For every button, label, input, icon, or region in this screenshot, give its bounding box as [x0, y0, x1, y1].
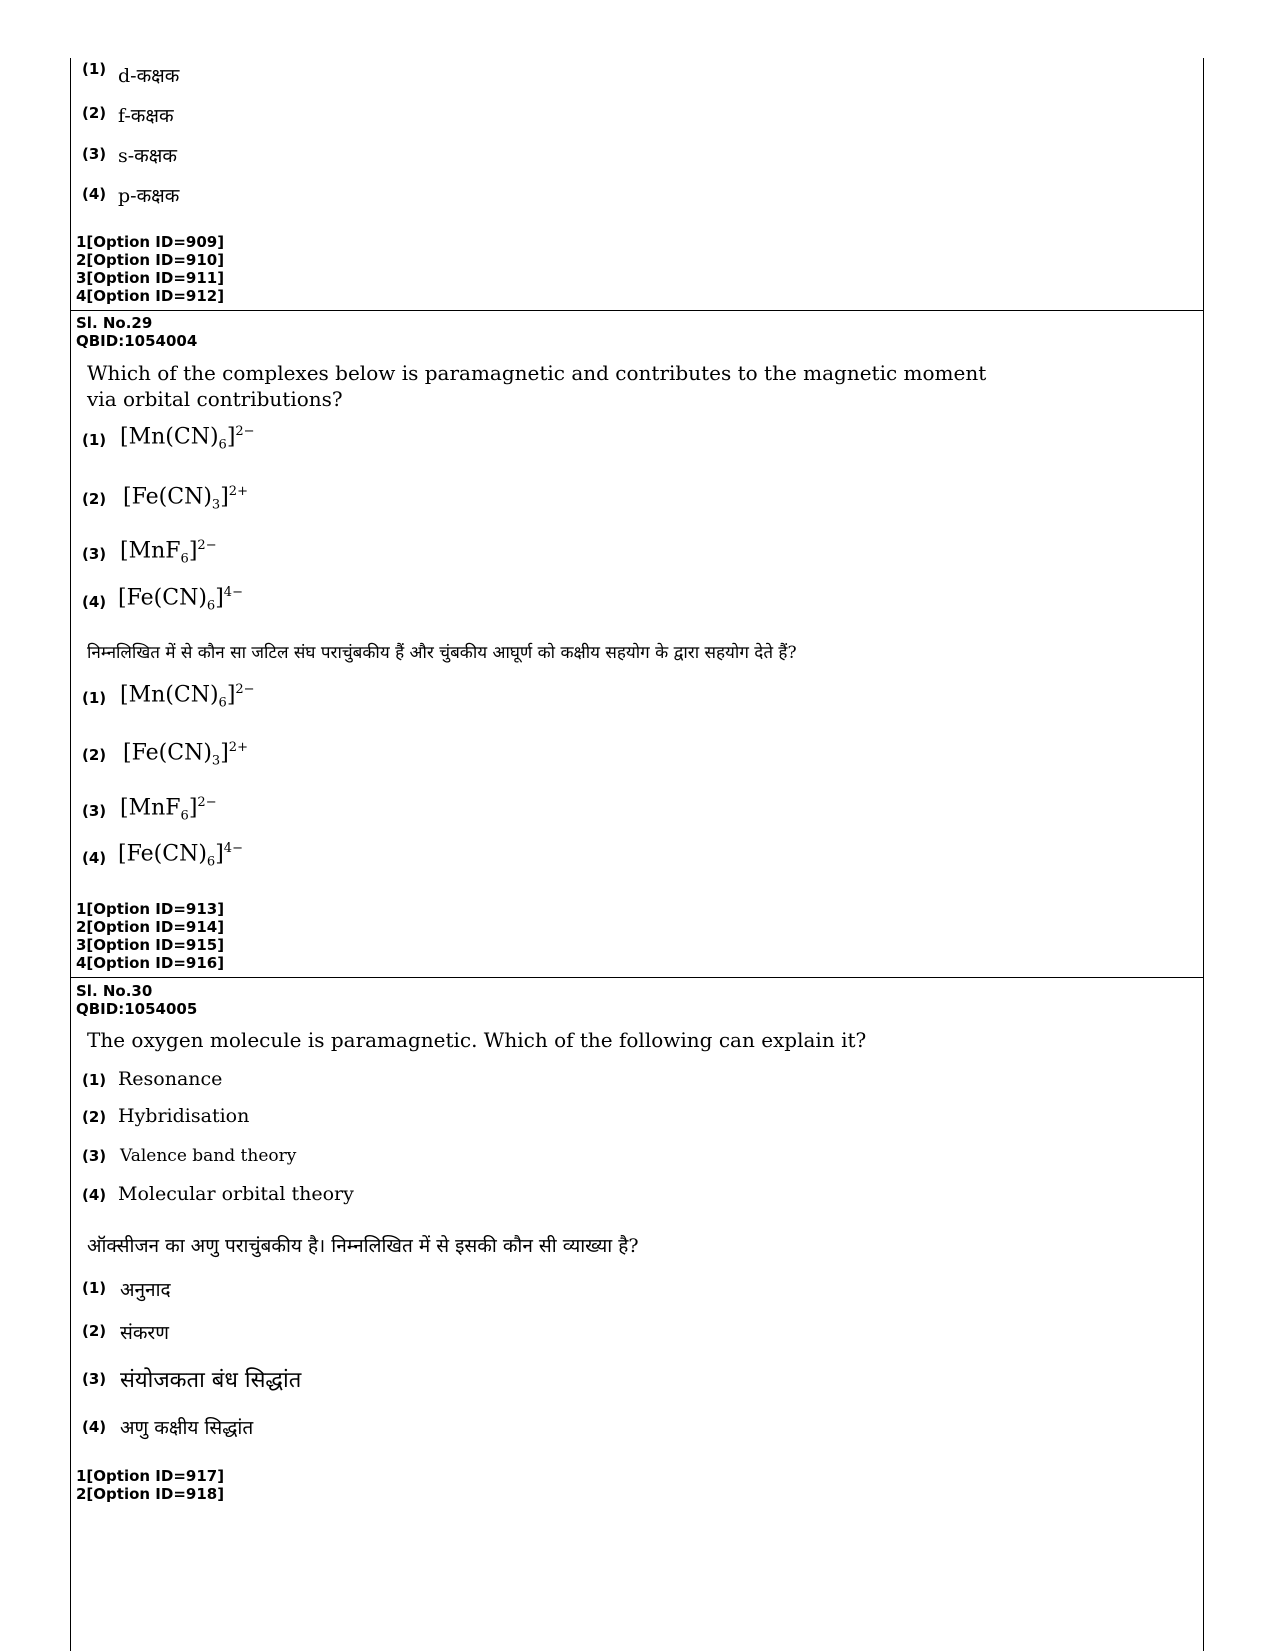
- formula-option: $[Fe(CN)_6]^{4-}$: [118, 841, 243, 870]
- option-id-list: [76, 233, 224, 305]
- option-number: (2): [82, 1108, 107, 1126]
- option-id-list: [76, 900, 224, 972]
- section-divider: [70, 310, 1204, 311]
- option-text: Molecular orbital theory: [118, 1183, 354, 1205]
- question-text-hindi: ऑक्सीजन का अणु पराचुंबकीय है। निम्नलिखित में से इसकी कौन सी व्याख्या है?: [87, 1235, 639, 1257]
- question-text-english: The oxygen molecule is paramagnetic. Which of the following can explain it?: [87, 1028, 867, 1052]
- formula-option: $[Mn(CN)_6]^{2-}$: [120, 682, 255, 711]
- formula-option: $[Fe(CN)_6]^{4-}$: [118, 585, 243, 614]
- formula-option: $[Fe(CN)_3]^{2+}$: [123, 484, 248, 513]
- option-id: 2[Option ID=918]: [76, 1485, 225, 1503]
- option-id: 3[Option ID=911]: [76, 269, 225, 287]
- option-number: (4): [82, 593, 107, 611]
- question-header: [76, 314, 197, 350]
- option-number: (3): [82, 1147, 107, 1165]
- option-text: संयोजकता बंध सिद्धांत: [120, 1368, 302, 1393]
- option-text: s-कक्षक: [118, 145, 177, 167]
- option-id: 2[Option ID=910]: [76, 251, 225, 269]
- option-number: (4): [82, 185, 107, 203]
- option-id: 2[Option ID=914]: [76, 918, 225, 936]
- qbid: QBID:1054004: [76, 332, 198, 350]
- option-number: (3): [82, 802, 107, 820]
- option-id: 4[Option ID=916]: [76, 954, 225, 972]
- option-number: (2): [82, 104, 107, 122]
- option-id: 1[Option ID=913]: [76, 900, 225, 918]
- option-number: (1): [82, 689, 107, 707]
- option-number: (3): [82, 545, 107, 563]
- question-text-english: Which of the complexes below is paramagnetic and contributes to the magnetic moment via orbital contributions?: [87, 361, 987, 411]
- option-number: (4): [82, 1186, 107, 1204]
- option-text: अणु कक्षीय सिद्धांत: [120, 1417, 254, 1439]
- option-number: (1): [82, 1071, 107, 1089]
- serial-number: Sl. No.30: [76, 982, 153, 1000]
- option-text: Resonance: [118, 1068, 223, 1090]
- formula-option: $[MnF_6]^{2-}$: [120, 538, 217, 567]
- formula-option: $[MnF_6]^{2-}$: [120, 795, 217, 824]
- option-number: (3): [82, 1370, 107, 1388]
- option-number: (4): [82, 1418, 107, 1436]
- formula-option: $[Mn(CN)_6]^{2-}$: [120, 424, 255, 453]
- question-header: [76, 982, 197, 1018]
- option-number: (2): [82, 746, 107, 764]
- option-id: 1[Option ID=909]: [76, 233, 225, 251]
- question-text-hindi: निम्नलिखित में से कौन सा जटिल संघ पराचुंबकीय हैं और चुंबकीय आघूर्ण को कक्षीय सहयोग के द्वारा सहयोग देते हैं?: [87, 643, 797, 663]
- option-id: 4[Option ID=912]: [76, 287, 225, 305]
- option-text: Valence band theory: [120, 1146, 297, 1166]
- option-text: Hybridisation: [118, 1105, 250, 1127]
- option-text: d-कक्षक: [118, 65, 180, 87]
- option-number: (2): [82, 490, 107, 508]
- qbid: QBID:1054005: [76, 1000, 198, 1018]
- option-text: p-कक्षक: [118, 185, 180, 207]
- formula-option: $[Fe(CN)_3]^{2+}$: [123, 740, 248, 769]
- option-number: (1): [82, 1279, 107, 1297]
- option-number: (4): [82, 849, 107, 867]
- serial-number: Sl. No.29: [76, 314, 153, 332]
- section-divider: [70, 977, 1204, 978]
- option-number: (2): [82, 1322, 107, 1340]
- option-id: 1[Option ID=917]: [76, 1467, 225, 1485]
- option-number: (1): [82, 60, 107, 78]
- option-text: f-कक्षक: [118, 105, 174, 127]
- option-id-list: [76, 1467, 224, 1503]
- option-number: (1): [82, 431, 107, 449]
- option-text: अनुनाद: [120, 1279, 171, 1301]
- option-id: 3[Option ID=915]: [76, 936, 225, 954]
- option-text: संकरण: [120, 1322, 169, 1344]
- option-number: (3): [82, 145, 107, 163]
